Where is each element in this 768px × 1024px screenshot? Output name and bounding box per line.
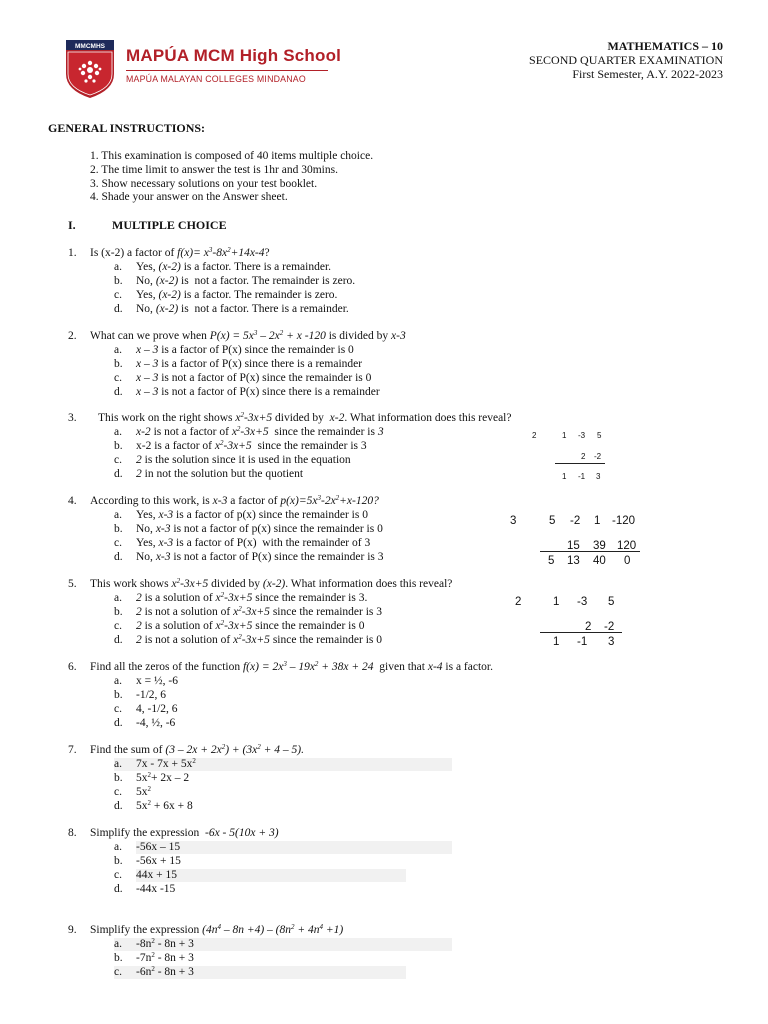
option-4c[interactable]: Yes, x-3 is a factor of P(x) with the remainder of 3 bbox=[136, 537, 371, 549]
option-letter: b. bbox=[114, 606, 123, 618]
question-6-text: Find all the zeros of the function $f(x) = 2x^3 - 19x^2 + 38x + 24$ given that x-4 is a factor. bbox=[90, 660, 493, 673]
question-number: 3. bbox=[68, 412, 77, 424]
option-letter: a. bbox=[114, 675, 122, 687]
instructions-title: GENERAL INSTRUCTIONS: bbox=[48, 121, 206, 135]
instruction-item: 1. This examination is composed of 40 items multiple choice. bbox=[90, 150, 374, 162]
option-7a[interactable]: a. $7x - 7x + 5x^2$ bbox=[114, 758, 452, 771]
synthetic-coefficient: -120 bbox=[612, 515, 636, 527]
synthetic-result: 13 bbox=[567, 555, 580, 567]
question-number: 2. bbox=[68, 330, 77, 342]
section-number: I. bbox=[68, 218, 76, 232]
option-letter: a. bbox=[114, 344, 122, 356]
option-letter: c. bbox=[114, 289, 122, 301]
question-7-prefix: Find the sum of bbox=[90, 744, 163, 756]
option-9a[interactable]: a. $-8n^2 - 8n + 3$ bbox=[114, 938, 452, 951]
school-subtitle: MAPÚA MALAYAN COLLEGES MINDANAO bbox=[126, 74, 306, 84]
exam-semester: First Semester, A.Y. 2022-2023 bbox=[572, 67, 723, 81]
synthetic-product: 2 bbox=[585, 621, 592, 633]
option-8c[interactable]: 44x + 15 bbox=[136, 869, 406, 882]
question-number: 5. bbox=[68, 578, 77, 590]
question-1-text: Is (x-2) a factor of $f(x)= x^3-8x^2+14x-4$? bbox=[90, 246, 270, 259]
exam-subject: MATHEMATICS – 10 bbox=[607, 39, 723, 53]
option-1c[interactable]: Yes, (x-2) is a factor. The remainder is zero. bbox=[136, 289, 338, 301]
option-4d[interactable]: No, x-3 is not a factor of P(x) since the remainder is 3 bbox=[136, 551, 384, 563]
synthetic-divisor: 3 bbox=[510, 515, 517, 527]
option-3b[interactable]: x-2 is a factor of $x^2-3x+5$ since the remainder is 3 bbox=[136, 439, 367, 452]
instruction-item: 4. Shade your answer on the Answer sheet. bbox=[90, 191, 288, 203]
exam-title: SECOND QUARTER EXAMINATION bbox=[529, 53, 723, 67]
option-letter: c. bbox=[114, 703, 122, 715]
synthetic-result: -1 bbox=[577, 636, 588, 648]
instruction-item: 3. Show necessary solutions on your test booklet. bbox=[90, 178, 318, 190]
option-letter: a. bbox=[114, 509, 122, 521]
question-3-text: This work on the right shows $x^2-3x+5$ divided by x-2. What information does this reveal? bbox=[98, 411, 512, 424]
option-6d[interactable]: -4, ½, -6 bbox=[136, 717, 176, 729]
synthetic-divisor: 2 bbox=[515, 596, 522, 608]
option-3c[interactable]: 2 is the solution since it is used in the equation bbox=[136, 454, 351, 466]
question-9-text: Simplify the expression $(4n^4 - 8n +4) - (8n^2 + 4n^4 +1)$ bbox=[90, 923, 344, 936]
option-letter: b. bbox=[114, 523, 123, 535]
question-number: 8. bbox=[68, 827, 77, 839]
synthetic-coefficient: 1 bbox=[553, 596, 560, 608]
option-6b[interactable]: -1/2, 6 bbox=[136, 689, 167, 701]
option-letter: a. bbox=[114, 261, 122, 273]
synthetic-coefficient: 1 bbox=[594, 515, 601, 527]
option-letter: c. bbox=[114, 454, 122, 466]
school-name: MAPÚA MCM High School bbox=[126, 46, 342, 65]
synthetic-result: 3 bbox=[608, 636, 615, 648]
option-8a[interactable]: -56x – 15 bbox=[136, 841, 452, 854]
option-2c[interactable]: x – 3 is not a factor of P(x) since the remainder is 0 bbox=[136, 372, 372, 384]
option-6a[interactable]: x = ½, -6 bbox=[136, 675, 178, 687]
synthetic-result: 3 bbox=[596, 472, 601, 481]
option-letter: c. bbox=[114, 537, 122, 549]
option-5d[interactable]: 2 is not a solution of $x^2-3x+5$ since the remainder is 0 bbox=[136, 633, 383, 646]
option-letter: b. bbox=[114, 440, 123, 452]
question-6-prefix: Find all the zeros of the function bbox=[90, 661, 241, 673]
school-logo bbox=[66, 40, 114, 98]
option-2b[interactable]: x – 3 is a factor of P(x) since there is a remainder bbox=[136, 358, 363, 370]
school-name-rule bbox=[126, 70, 328, 71]
option-letter: c. bbox=[114, 869, 122, 881]
synthetic-coefficient: -3 bbox=[577, 596, 588, 608]
option-letter: c. bbox=[114, 372, 122, 384]
logo-text: MMCMHS bbox=[75, 43, 105, 50]
option-letter: d. bbox=[114, 386, 123, 398]
option-1b[interactable]: No, (x-2) is not a factor. The remainder is zero. bbox=[136, 275, 356, 287]
option-7c[interactable]: c. $5x^2$ bbox=[114, 785, 151, 798]
option-letter: a. bbox=[114, 592, 122, 604]
option-letter: c. bbox=[114, 620, 122, 632]
synthetic-rule bbox=[540, 632, 622, 633]
question-8-text: Simplify the expression -6x - 5(10x + 3) bbox=[90, 827, 279, 839]
synthetic-result: 5 bbox=[548, 555, 555, 567]
option-2d[interactable]: x – 3 is not a factor of P(x) since there is a remainder bbox=[136, 386, 380, 398]
question-number: 7. bbox=[68, 744, 77, 756]
option-letter: a. bbox=[114, 841, 122, 853]
option-5b[interactable]: 2 is not a solution of $x^2-3x+5$ since the remainder is 3 bbox=[136, 605, 383, 618]
synthetic-result: 0 bbox=[624, 555, 631, 567]
synthetic-coefficient: -3 bbox=[578, 431, 586, 440]
option-7d[interactable]: d. $5x^2 + 6x + 8$ bbox=[114, 799, 193, 812]
school-shield-icon bbox=[66, 40, 114, 98]
option-4a[interactable]: Yes, x-3 is a factor of p(x) since the remainder is 0 bbox=[136, 509, 368, 521]
option-letter: d. bbox=[114, 468, 123, 480]
option-4b[interactable]: No, x-3 is not a factor of p(x) since the remainder is 0 bbox=[136, 523, 383, 535]
question-2-text: What can we prove when $P(x) = 5x^3 - 2x^2 + x$ -120 is divided by x-3 bbox=[90, 329, 406, 342]
question-7-text: Find the sum of $(3 - 2x + 2x^2) + (3x^2 + 4 - 5)$. bbox=[90, 743, 304, 756]
option-6c[interactable]: 4, -1/2, 6 bbox=[136, 703, 178, 715]
question-number: 1. bbox=[68, 247, 77, 259]
option-1a[interactable]: Yes, (x-2) is a factor. There is a remainder. bbox=[136, 261, 332, 273]
option-3a[interactable]: x-2 is not a factor of $x^2-3x+5$ since the remainder is 3 bbox=[136, 425, 384, 438]
synthetic-coefficient: 5 bbox=[549, 515, 556, 527]
synthetic-rule bbox=[540, 551, 640, 552]
synthetic-coefficient: 1 bbox=[562, 431, 567, 440]
question-9-prefix: Simplify the expression bbox=[90, 924, 200, 936]
option-letter: b. bbox=[114, 275, 123, 287]
option-7b[interactable]: b. $5x^2+ 2x - 2$ bbox=[114, 771, 190, 784]
option-letter: b. bbox=[114, 358, 123, 370]
question-8-prefix: Simplify the expression bbox=[90, 827, 200, 839]
option-letter: b. bbox=[114, 855, 123, 867]
synthetic-result: 40 bbox=[593, 555, 606, 567]
synthetic-product: 120 bbox=[617, 540, 637, 552]
synthetic-coefficient: 5 bbox=[608, 596, 615, 608]
option-letter: a. bbox=[114, 426, 122, 438]
synthetic-result: -1 bbox=[578, 472, 586, 481]
question-number: 9. bbox=[68, 924, 77, 936]
synthetic-product: -2 bbox=[604, 621, 615, 633]
option-5a[interactable]: 2 is a solution of $x^2-3x+5$ since the remainder is 3. bbox=[136, 591, 368, 604]
option-9c[interactable]: c. $-6n^2 - 8n + 3$ bbox=[114, 966, 406, 979]
question-5-text: This work shows $x^2-3x+5$ divided by (x-2). What information does this reveal? bbox=[90, 577, 453, 590]
section-title: MULTIPLE CHOICE bbox=[112, 218, 227, 232]
instruction-item: 2. The time limit to answer the test is 1hr and 30mins. bbox=[90, 164, 338, 176]
option-3d[interactable]: 2 in not the solution but the quotient bbox=[136, 468, 304, 480]
option-5c[interactable]: 2 is a solution of $x^2-3x+5$ since the remainder is 0 bbox=[136, 619, 365, 632]
option-letter: b. bbox=[114, 689, 123, 701]
option-letter: d. bbox=[114, 303, 123, 315]
option-letter: d. bbox=[114, 883, 123, 895]
option-letter: d. bbox=[114, 634, 123, 646]
synthetic-product: 39 bbox=[593, 540, 606, 552]
option-8b[interactable]: -56x + 15 bbox=[136, 855, 181, 867]
synthetic-result: 1 bbox=[562, 472, 567, 481]
synthetic-divisor: 2 bbox=[532, 431, 537, 440]
synthetic-product: -2 bbox=[594, 452, 602, 461]
option-1d[interactable]: No, (x-2) is not a factor. There is a remainder. bbox=[136, 303, 349, 315]
option-8d[interactable]: -44x -15 bbox=[136, 883, 176, 895]
synthetic-product: 15 bbox=[567, 540, 580, 552]
option-2a[interactable]: x – 3 is a factor of P(x) since the remainder is 0 bbox=[136, 344, 354, 356]
synthetic-coefficient: -2 bbox=[570, 515, 581, 527]
option-letter: d. bbox=[114, 551, 123, 563]
question-number: 4. bbox=[68, 495, 77, 507]
synthetic-product: 2 bbox=[581, 452, 586, 461]
question-4-text: According to this work, is x-3 a factor of $p(x)=5x^3-2x^2+x-120$? bbox=[90, 494, 379, 507]
synthetic-coefficient: 5 bbox=[597, 431, 602, 440]
option-9b[interactable]: b. $-7n^2 - 8n + 3$ bbox=[114, 951, 194, 964]
synthetic-result: 1 bbox=[553, 636, 560, 648]
question-number: 6. bbox=[68, 661, 77, 673]
option-letter: d. bbox=[114, 717, 123, 729]
synthetic-rule bbox=[555, 463, 605, 464]
